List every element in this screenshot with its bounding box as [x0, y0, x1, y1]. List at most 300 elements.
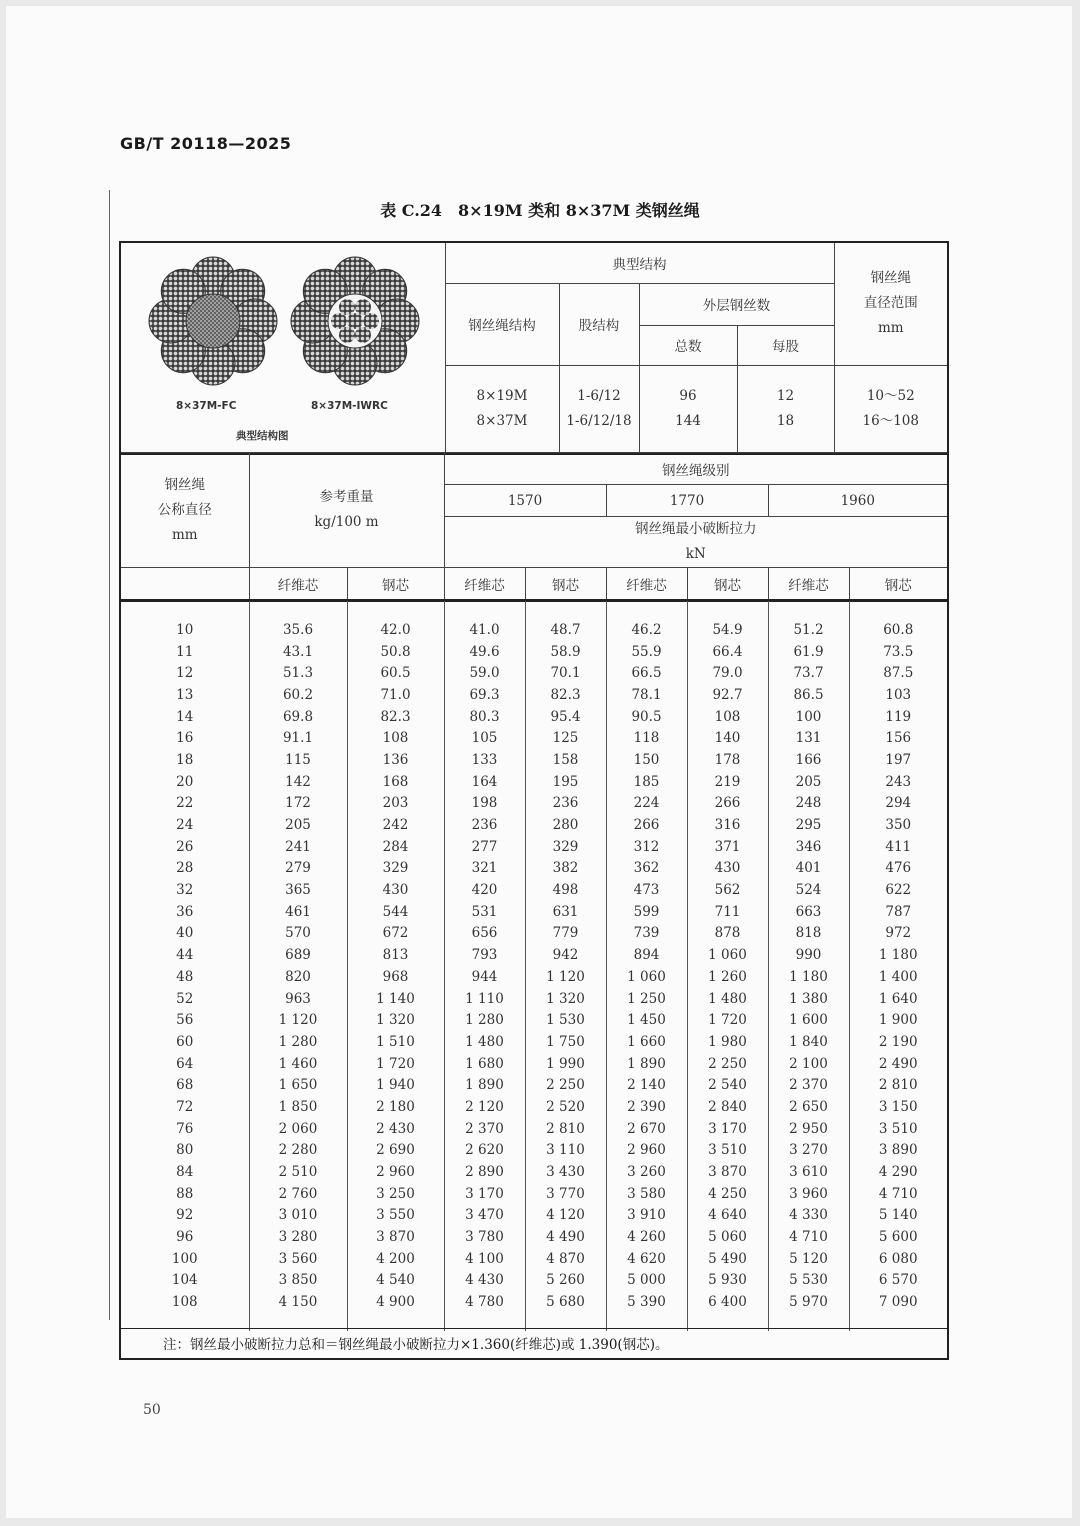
breaking-force-data-table [119, 599, 949, 1331]
table-cell: 52 [120, 988, 249, 1010]
table-cell: 2 510 [249, 1161, 347, 1183]
table-cell: 284 [347, 836, 444, 858]
table-cell: 35.6 [249, 600, 347, 641]
table-cell: 64 [120, 1053, 249, 1075]
table-cell: 942 [525, 944, 606, 966]
table-cell: 12 [120, 662, 249, 684]
table-cell: 108 [687, 706, 768, 728]
table-row [120, 901, 948, 923]
table-cell: 4 710 [849, 1183, 948, 1205]
weight-fiber-core: 纤维芯 [249, 568, 347, 601]
table-cell: 242 [347, 814, 444, 836]
table-row [120, 879, 948, 901]
table-cell: 1 640 [849, 988, 948, 1010]
table-cell: 87.5 [849, 662, 948, 684]
table-cell: 401 [768, 858, 849, 880]
table-cell: 13 [120, 684, 249, 706]
table-row [120, 749, 948, 771]
table-cell: 3 010 [249, 1205, 347, 1227]
table-cell: 92.7 [687, 684, 768, 706]
core-strand [331, 313, 347, 329]
table-cell: 4 490 [525, 1226, 606, 1248]
table-cell: 1 110 [444, 988, 525, 1010]
table-cell: 4 150 [249, 1291, 347, 1331]
table-cell: 1 600 [768, 1009, 849, 1031]
table-cell: 224 [606, 793, 687, 815]
table-cell: 3 890 [849, 1140, 948, 1162]
table-cell: 28 [120, 858, 249, 880]
table-cell: 279 [249, 858, 347, 880]
table-cell: 1 120 [525, 966, 606, 988]
table-cell: 1 660 [606, 1031, 687, 1053]
table-cell: 243 [849, 771, 948, 793]
table-cell: 3 870 [687, 1161, 768, 1183]
table-cell: 321 [444, 858, 525, 880]
table-cell: 20 [120, 771, 249, 793]
table-cell: 1 720 [347, 1053, 444, 1075]
table-row [120, 706, 948, 728]
table-cell: 3 280 [249, 1226, 347, 1248]
table-cell: 329 [347, 858, 444, 880]
table-row [120, 1248, 948, 1270]
table-cell: 3 430 [525, 1161, 606, 1183]
table-cell: 420 [444, 879, 525, 901]
table-cell: 787 [849, 901, 948, 923]
table-cell: 2 960 [347, 1161, 444, 1183]
table-row [120, 966, 948, 988]
table-row [120, 988, 948, 1010]
table-cell: 44 [120, 944, 249, 966]
table-cell: 3 470 [444, 1205, 525, 1227]
table-row [120, 1053, 948, 1075]
table-note: 注：钢丝最小破断拉力总和＝钢丝绳最小破断拉力×1.360(纤维芯)或 1.390(钢芯)。 [119, 1328, 949, 1360]
f1570-steel-core: 钢芯 [525, 568, 606, 601]
margin-rule [109, 190, 110, 1320]
table-cell: 1 380 [768, 988, 849, 1010]
table-cell: 1 650 [249, 1074, 347, 1096]
table-cell: 115 [249, 749, 347, 771]
table-cell: 71.0 [347, 684, 444, 706]
table-cell: 5 120 [768, 1248, 849, 1270]
typical-structure-header: 典型结构 [445, 242, 834, 283]
table-cell: 1 980 [687, 1031, 768, 1053]
table-cell: 88 [120, 1183, 249, 1205]
table-cell: 66.4 [687, 641, 768, 663]
table-cell: 2 120 [444, 1096, 525, 1118]
table-row [120, 641, 948, 663]
table-cell: 4 250 [687, 1183, 768, 1205]
table-cell: 119 [849, 706, 948, 728]
table-cell: 2 960 [606, 1140, 687, 1162]
table-title: 表 C.24 8×19M 类和 8×37M 类钢丝绳 [380, 201, 700, 220]
table-cell: 2 190 [849, 1031, 948, 1053]
table-cell: 562 [687, 879, 768, 901]
table-cell: 818 [768, 923, 849, 945]
table-row [120, 684, 948, 706]
table-cell: 2 520 [525, 1096, 606, 1118]
table-row [120, 1183, 948, 1205]
table-cell: 329 [525, 836, 606, 858]
table-cell: 133 [444, 749, 525, 771]
table-cell: 1 180 [849, 944, 948, 966]
table-row [120, 1291, 948, 1331]
table-cell: 54.9 [687, 600, 768, 641]
table-cell: 461 [249, 901, 347, 923]
table-cell: 5 260 [525, 1270, 606, 1292]
table-cell: 80.3 [444, 706, 525, 728]
table-row [120, 836, 948, 858]
table-cell: 3 260 [606, 1161, 687, 1183]
table-cell: 164 [444, 771, 525, 793]
table-cell: 82.3 [525, 684, 606, 706]
table-cell: 544 [347, 901, 444, 923]
table-cell: 1 450 [606, 1009, 687, 1031]
table-cell: 2 670 [606, 1118, 687, 1140]
table-cell: 58.9 [525, 641, 606, 663]
table-cell: 5 490 [687, 1248, 768, 1270]
table-row [120, 662, 948, 684]
table-cell: 178 [687, 749, 768, 771]
core-type-header-row [120, 568, 948, 601]
table-row [120, 944, 948, 966]
table-cell: 656 [444, 923, 525, 945]
core-strand [339, 299, 355, 315]
figure-caption: 典型结构图 [236, 430, 289, 442]
table-cell: 103 [849, 684, 948, 706]
table-cell: 820 [249, 966, 347, 988]
table-cell: 1 900 [849, 1009, 948, 1031]
table-cell: 430 [347, 879, 444, 901]
table-cell: 3 170 [444, 1183, 525, 1205]
table-cell: 219 [687, 771, 768, 793]
table-cell: 5 930 [687, 1270, 768, 1292]
rope-cross-section-figure [133, 253, 433, 393]
table-cell: 241 [249, 836, 347, 858]
core-strand [355, 299, 371, 315]
per-strand-values: 12 18 [737, 365, 834, 454]
table-cell: 350 [849, 814, 948, 836]
table-cell: 108 [347, 727, 444, 749]
table-cell: 42.0 [347, 600, 444, 641]
table-cell: 1 720 [687, 1009, 768, 1031]
table-cell: 878 [687, 923, 768, 945]
table-cell: 2 140 [606, 1074, 687, 1096]
table-cell: 1 890 [444, 1074, 525, 1096]
table-row [120, 1270, 948, 1292]
table-cell: 1 460 [249, 1053, 347, 1075]
table-cell: 570 [249, 923, 347, 945]
table-cell: 1 060 [606, 966, 687, 988]
nominal-diameter-header: 钢丝绳 公称直径 mm [120, 453, 249, 568]
table-cell: 531 [444, 901, 525, 923]
table-cell: 1 250 [606, 988, 687, 1010]
table-row [120, 793, 948, 815]
table-cell: 2 840 [687, 1096, 768, 1118]
table-cell: 185 [606, 771, 687, 793]
table-cell: 599 [606, 901, 687, 923]
fiber-core [186, 294, 240, 348]
table-row [120, 814, 948, 836]
table-row [120, 923, 948, 945]
table-cell: 2 950 [768, 1118, 849, 1140]
table-cell: 1 510 [347, 1031, 444, 1053]
table-cell: 2 370 [768, 1074, 849, 1096]
diameter-range-header: 钢丝绳 直径范围 mm [834, 242, 948, 365]
table-cell: 2 760 [249, 1183, 347, 1205]
table-cell: 140 [687, 727, 768, 749]
table-row [120, 1161, 948, 1183]
table-cell: 2 390 [606, 1096, 687, 1118]
table-cell: 277 [444, 836, 525, 858]
table-cell: 108 [120, 1291, 249, 1331]
table-cell: 69.3 [444, 684, 525, 706]
table-cell: 2 620 [444, 1140, 525, 1162]
table-cell: 2 810 [525, 1118, 606, 1140]
core-strand [363, 313, 379, 329]
table-cell: 3 270 [768, 1140, 849, 1162]
table-cell: 70.1 [525, 662, 606, 684]
table-cell: 82.3 [347, 706, 444, 728]
core-strand [339, 327, 355, 343]
table-cell: 5 390 [606, 1291, 687, 1331]
table-cell: 51.2 [768, 600, 849, 641]
table-cell: 236 [444, 814, 525, 836]
table-cell: 1 280 [249, 1031, 347, 1053]
table-cell: 4 640 [687, 1205, 768, 1227]
table-cell: 1 840 [768, 1031, 849, 1053]
table-cell: 1 140 [347, 988, 444, 1010]
table-cell: 362 [606, 858, 687, 880]
table-row [120, 1074, 948, 1096]
f1570-fiber-core: 纤维芯 [444, 568, 525, 601]
table-cell: 248 [768, 793, 849, 815]
table-cell: 36 [120, 901, 249, 923]
table-cell: 346 [768, 836, 849, 858]
table-cell: 3 170 [687, 1118, 768, 1140]
table-row [120, 1031, 948, 1053]
table-cell: 18 [120, 749, 249, 771]
table-cell: 5 000 [606, 1270, 687, 1292]
table-cell: 3 510 [849, 1118, 948, 1140]
table-cell: 1 260 [687, 966, 768, 988]
table-cell: 66.5 [606, 662, 687, 684]
table-cell: 84 [120, 1161, 249, 1183]
table-cell: 72 [120, 1096, 249, 1118]
table-row [120, 1009, 948, 1031]
table-cell: 524 [768, 879, 849, 901]
table-cell: 203 [347, 793, 444, 815]
table-cell: 73.7 [768, 662, 849, 684]
weight-steel-core: 钢芯 [347, 568, 444, 601]
table-cell: 41.0 [444, 600, 525, 641]
table-cell: 968 [347, 966, 444, 988]
table-cell: 1 280 [444, 1009, 525, 1031]
table-cell: 51.3 [249, 662, 347, 684]
table-cell: 150 [606, 749, 687, 771]
table-cell: 266 [606, 814, 687, 836]
table-cell: 663 [768, 901, 849, 923]
table-cell: 295 [768, 814, 849, 836]
grade-1770: 1770 [606, 485, 768, 517]
data-header-table [119, 452, 949, 602]
table-cell: 944 [444, 966, 525, 988]
table-cell: 60.5 [347, 662, 444, 684]
table-row [120, 771, 948, 793]
table-cell: 1 850 [249, 1096, 347, 1118]
min-breaking-force-header: 钢丝绳最小破断拉力 kN [444, 517, 948, 568]
table-cell: 56 [120, 1009, 249, 1031]
outer-wires-header: 外层钢丝数 [639, 283, 834, 325]
table-cell: 631 [525, 901, 606, 923]
page-number: 50 [143, 1402, 161, 1418]
table-cell: 73.5 [849, 641, 948, 663]
table-cell: 40 [120, 923, 249, 945]
core-strand [355, 327, 371, 343]
table-cell: 100 [120, 1248, 249, 1270]
table-cell: 689 [249, 944, 347, 966]
table-cell: 5 680 [525, 1291, 606, 1331]
table-cell: 91.1 [249, 727, 347, 749]
table-cell: 69.8 [249, 706, 347, 728]
table-cell: 10 [120, 600, 249, 641]
table-cell: 316 [687, 814, 768, 836]
table-cell: 2 250 [525, 1074, 606, 1096]
table-cell: 5 060 [687, 1226, 768, 1248]
table-cell: 4 200 [347, 1248, 444, 1270]
table-cell: 498 [525, 879, 606, 901]
rope-structure-values: 8×19M 8×37M [445, 365, 559, 454]
table-cell: 50.8 [347, 641, 444, 663]
caption-iwrc: 8×37M-IWRC [311, 400, 388, 412]
table-cell: 32 [120, 879, 249, 901]
table-cell: 172 [249, 793, 347, 815]
table-cell: 59.0 [444, 662, 525, 684]
f1770-fiber-core: 纤维芯 [606, 568, 687, 601]
strand-structure-values: 1-6/12 1-6/12/18 [559, 365, 639, 454]
table-cell: 4 620 [606, 1248, 687, 1270]
table-row [120, 1140, 948, 1162]
table-row [120, 1226, 948, 1248]
table-cell: 5 600 [849, 1226, 948, 1248]
table-cell: 46.2 [606, 600, 687, 641]
table-cell: 3 150 [849, 1096, 948, 1118]
table-cell: 118 [606, 727, 687, 749]
table-row [120, 1118, 948, 1140]
table-cell: 894 [606, 944, 687, 966]
table-cell: 198 [444, 793, 525, 815]
table-row [120, 858, 948, 880]
strand-structure-header: 股结构 [559, 283, 639, 365]
table-cell: 1 320 [525, 988, 606, 1010]
table-cell: 48 [120, 966, 249, 988]
table-cell: 266 [687, 793, 768, 815]
table-cell: 1 940 [347, 1074, 444, 1096]
table-cell: 1 530 [525, 1009, 606, 1031]
table-cell: 104 [120, 1270, 249, 1292]
table-cell: 1 320 [347, 1009, 444, 1031]
table-cell: 4 710 [768, 1226, 849, 1248]
table-cell: 365 [249, 879, 347, 901]
table-cell: 3 580 [606, 1183, 687, 1205]
table-cell: 2 890 [444, 1161, 525, 1183]
table-cell: 92 [120, 1205, 249, 1227]
figure-cell [120, 242, 445, 454]
table-cell: 26 [120, 836, 249, 858]
table-cell: 5 970 [768, 1291, 849, 1331]
table-cell: 4 900 [347, 1291, 444, 1331]
table-cell: 158 [525, 749, 606, 771]
table-cell: 205 [768, 771, 849, 793]
core-strand [347, 313, 363, 329]
table-cell: 197 [849, 749, 948, 771]
table-cell: 1 060 [687, 944, 768, 966]
table-cell: 2 540 [687, 1074, 768, 1096]
table-cell: 131 [768, 727, 849, 749]
table-cell: 3 770 [525, 1183, 606, 1205]
table-cell: 793 [444, 944, 525, 966]
table-cell: 11 [120, 641, 249, 663]
table-cell: 166 [768, 749, 849, 771]
table-row [120, 1205, 948, 1227]
table-cell: 78.1 [606, 684, 687, 706]
table-cell: 2 180 [347, 1096, 444, 1118]
table-cell: 16 [120, 727, 249, 749]
per-strand-header: 每股 [737, 325, 834, 365]
table-cell: 3 110 [525, 1140, 606, 1162]
table-cell: 2 280 [249, 1140, 347, 1162]
table-cell: 3 870 [347, 1226, 444, 1248]
table-cell: 156 [849, 727, 948, 749]
table-cell: 4 120 [525, 1205, 606, 1227]
table-cell: 779 [525, 923, 606, 945]
table-cell: 4 780 [444, 1291, 525, 1331]
table-cell: 1 990 [525, 1053, 606, 1075]
table-cell: 136 [347, 749, 444, 771]
reference-weight-header: 参考重量 kg/100 m [249, 453, 444, 568]
total-values: 96 144 [639, 365, 737, 454]
table-cell: 476 [849, 858, 948, 880]
table-cell: 4 540 [347, 1270, 444, 1292]
table-cell: 2 370 [444, 1118, 525, 1140]
table-cell: 2 100 [768, 1053, 849, 1075]
rope-structure-header: 钢丝绳结构 [445, 283, 559, 365]
table-cell: 2 810 [849, 1074, 948, 1096]
table-cell: 672 [347, 923, 444, 945]
table-cell: 60.2 [249, 684, 347, 706]
table-cell: 430 [687, 858, 768, 880]
table-row [120, 727, 948, 749]
table-cell: 622 [849, 879, 948, 901]
table-cell: 3 560 [249, 1248, 347, 1270]
diameter-range-values: 10～52 16～108 [834, 365, 948, 454]
table-cell: 95.4 [525, 706, 606, 728]
table-cell: 1 680 [444, 1053, 525, 1075]
total-header: 总数 [639, 325, 737, 365]
table-cell: 3 960 [768, 1183, 849, 1205]
table-cell: 280 [525, 814, 606, 836]
table-cell: 96 [120, 1226, 249, 1248]
table-cell: 1 120 [249, 1009, 347, 1031]
table-cell: 24 [120, 814, 249, 836]
table-cell: 14 [120, 706, 249, 728]
f1960-fiber-core: 纤维芯 [768, 568, 849, 601]
table-cell: 963 [249, 988, 347, 1010]
table-cell: 3 510 [687, 1140, 768, 1162]
table-cell: 739 [606, 923, 687, 945]
table-cell: 55.9 [606, 641, 687, 663]
table-cell: 3 910 [606, 1205, 687, 1227]
table-cell: 100 [768, 706, 849, 728]
